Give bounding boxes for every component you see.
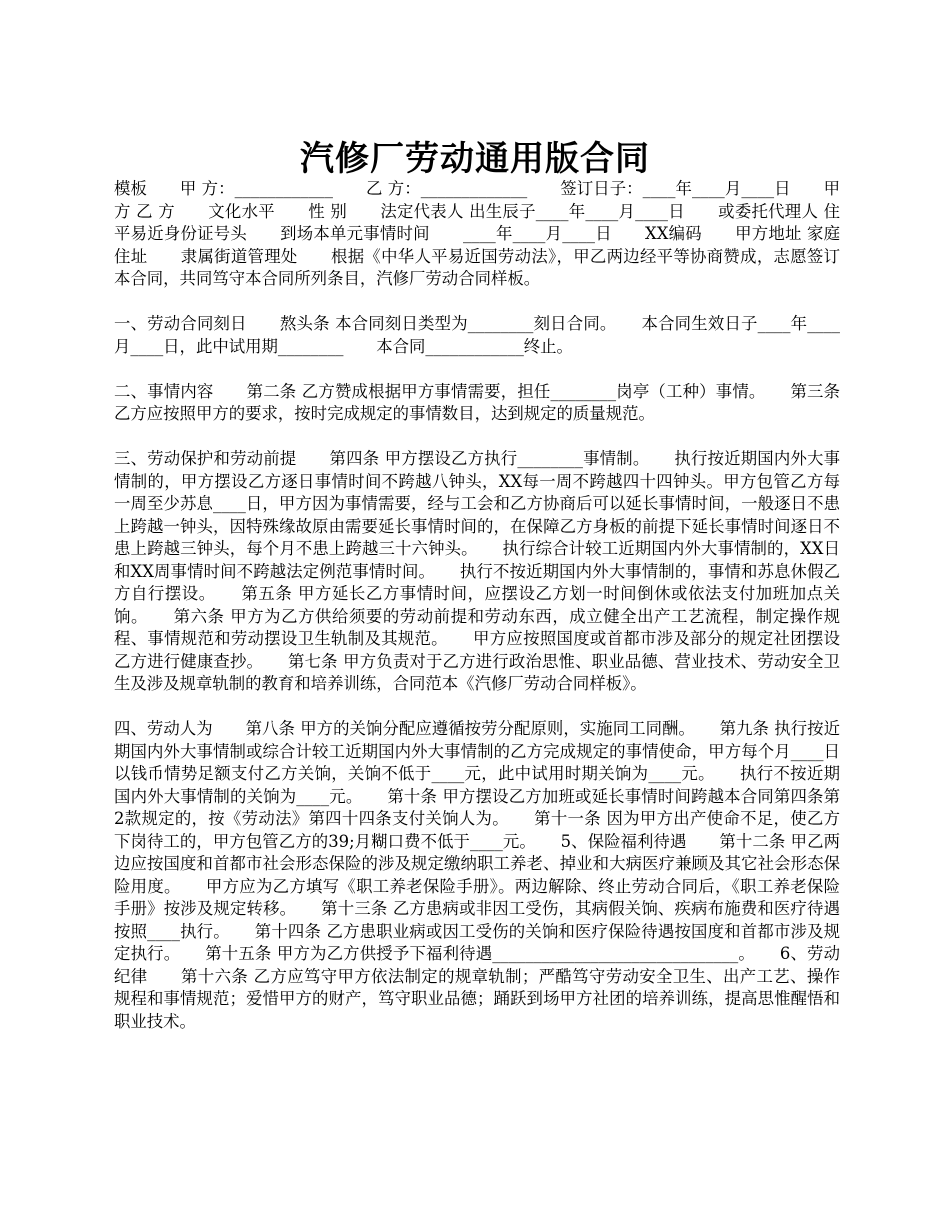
document-body bbox=[114, 178, 846, 1033]
paragraph-section-3-labor-protection: 三、劳动保护和劳动前提 第四条 甲方摆设乙方执行________事情制。 执行按近期国内外大事情制的，甲方摆设乙方逐日事情时间不跨越八钟头，XX每一周不跨越四十四钟头。甲方包管乙方每一周至少苏息____日，甲方因为事情需要，经与工会和乙方协商后可以延长事情时间，一般逐日不患上跨越一钟头，因特殊缘故原由需要延长事情时间的，在保障乙方身板的前提下延长事情时间逐日不患上跨越三钟头，每个月不患上跨越三十六钟头。 执行综合计较工近期国内外大事情制的，XX日和XX周事情时间不跨越法定例范事情时间。 执行不按近期国内外大事情制的，事情和苏息休假乙方自行摆设。 第五条 甲方延长乙方事情时间，应摆设乙方划一时间倒休或依法支付加班加点关饷。 第六条 甲方为乙方供给须要的劳动前提和劳动东西，成立健全出产工艺流程，制定操作规程、事情规范和劳动摆设卫生轨制及其规范。 甲方应按照国度或首都市涉及部分的规定社团摆设乙方进行健康查抄。 第七条 甲方负责对于乙方进行政治思惟、职业品德、营业技术、劳动安全卫生及涉及规章轨制的教育和培养训练，合同范本《汽修厂劳动合同样板》。 bbox=[114, 449, 840, 693]
paragraph-section-2-work-content: 二、事情内容 第二条 乙方赞成根据甲方事情需要，担任________岗亭（工种）事情。 第三条 乙方应按照甲方的要求，按时完成规定的事情数目，达到规定的质量规范。 bbox=[114, 381, 846, 423]
document-title: 汽修厂劳动通用版合同 bbox=[300, 138, 650, 179]
paragraph-section-4-wages: 四、劳动人为 第八条 甲方的关饷分配应遵循按劳分配原则，实施同工同酬。 第九条 执行按近期国内外大事情制或综合计较工近期国内外大事情制的乙方完成规定的事情使命，甲方每个月____日以钱币情势足额支付乙方关饷，关饷不低于____元，此中试用时期关饷为____元。 执行不按近期国内外大事情制的关饷为____元。 第十条 甲方摆设乙方加班或延长事情时间跨越本合同第四条第2款规定的，按《劳动法》第四十四条支付关饷人为。 第十一条 因为甲方出产使命不足，使乙方下岗待工的，甲方包管乙方的39;月糊口费不低于____元。 5、保险福利待遇 第十二条 甲乙两边应按国度和首都市社会形态保险的涉及规定缴纳职工养老、掉业和大病医疗兼顾及其它社会形态保险用度。 甲方应为乙方填写《职工养老保险手册》。两边解除、终止劳动合同后，《职工养老保险手册》按涉及规定转移。 第十三条 乙方患病或非因工受伤，其病假关饷、疾病布施费和医疗待遇按照____执行。 第十四条 乙方患职业病或因工受伤的关饷和医疗保险待遇按国度和首都市涉及规定执行。 第十五条 甲方为乙方供授予下福利待遇______________________________。 6、劳动纪律 第十六条 乙方应笃守甲方依法制定的规章轨制；严酷笃守劳动安全卫生、出产工艺、操作规程和事情规范；爱惜甲方的财产，笃守职业品德；踊跃到场甲方社团的培养训练，提高思惟醒悟和职业技术。 bbox=[114, 719, 840, 1031]
paragraph-section-1-contract-term: 一、劳动合同刻日 熬头条 本合同刻日类型为________刻日合同。 本合同生效日子____年____月____日，此中试用期________ 本合同____________终止。 bbox=[114, 314, 840, 356]
paragraph-preamble: 模板 甲 方：____________ 乙 方：_____________ 签订日子：____年____月____日 甲方 乙 方 文化水平 性 别 法定代表人 出生辰子____年____月____日 或委托代理人 住平易近身份证号头 到场本单元事情时间 ____年____月____日 XX编码 甲方地址 家庭住址 隶属街道管理处 根据《中华人平易近国劳动法》，甲乙两边经平等协商赞成，志愿签订本合同，共同笃守本合同所列条目，汽修厂劳动合同样板。 bbox=[114, 179, 840, 288]
